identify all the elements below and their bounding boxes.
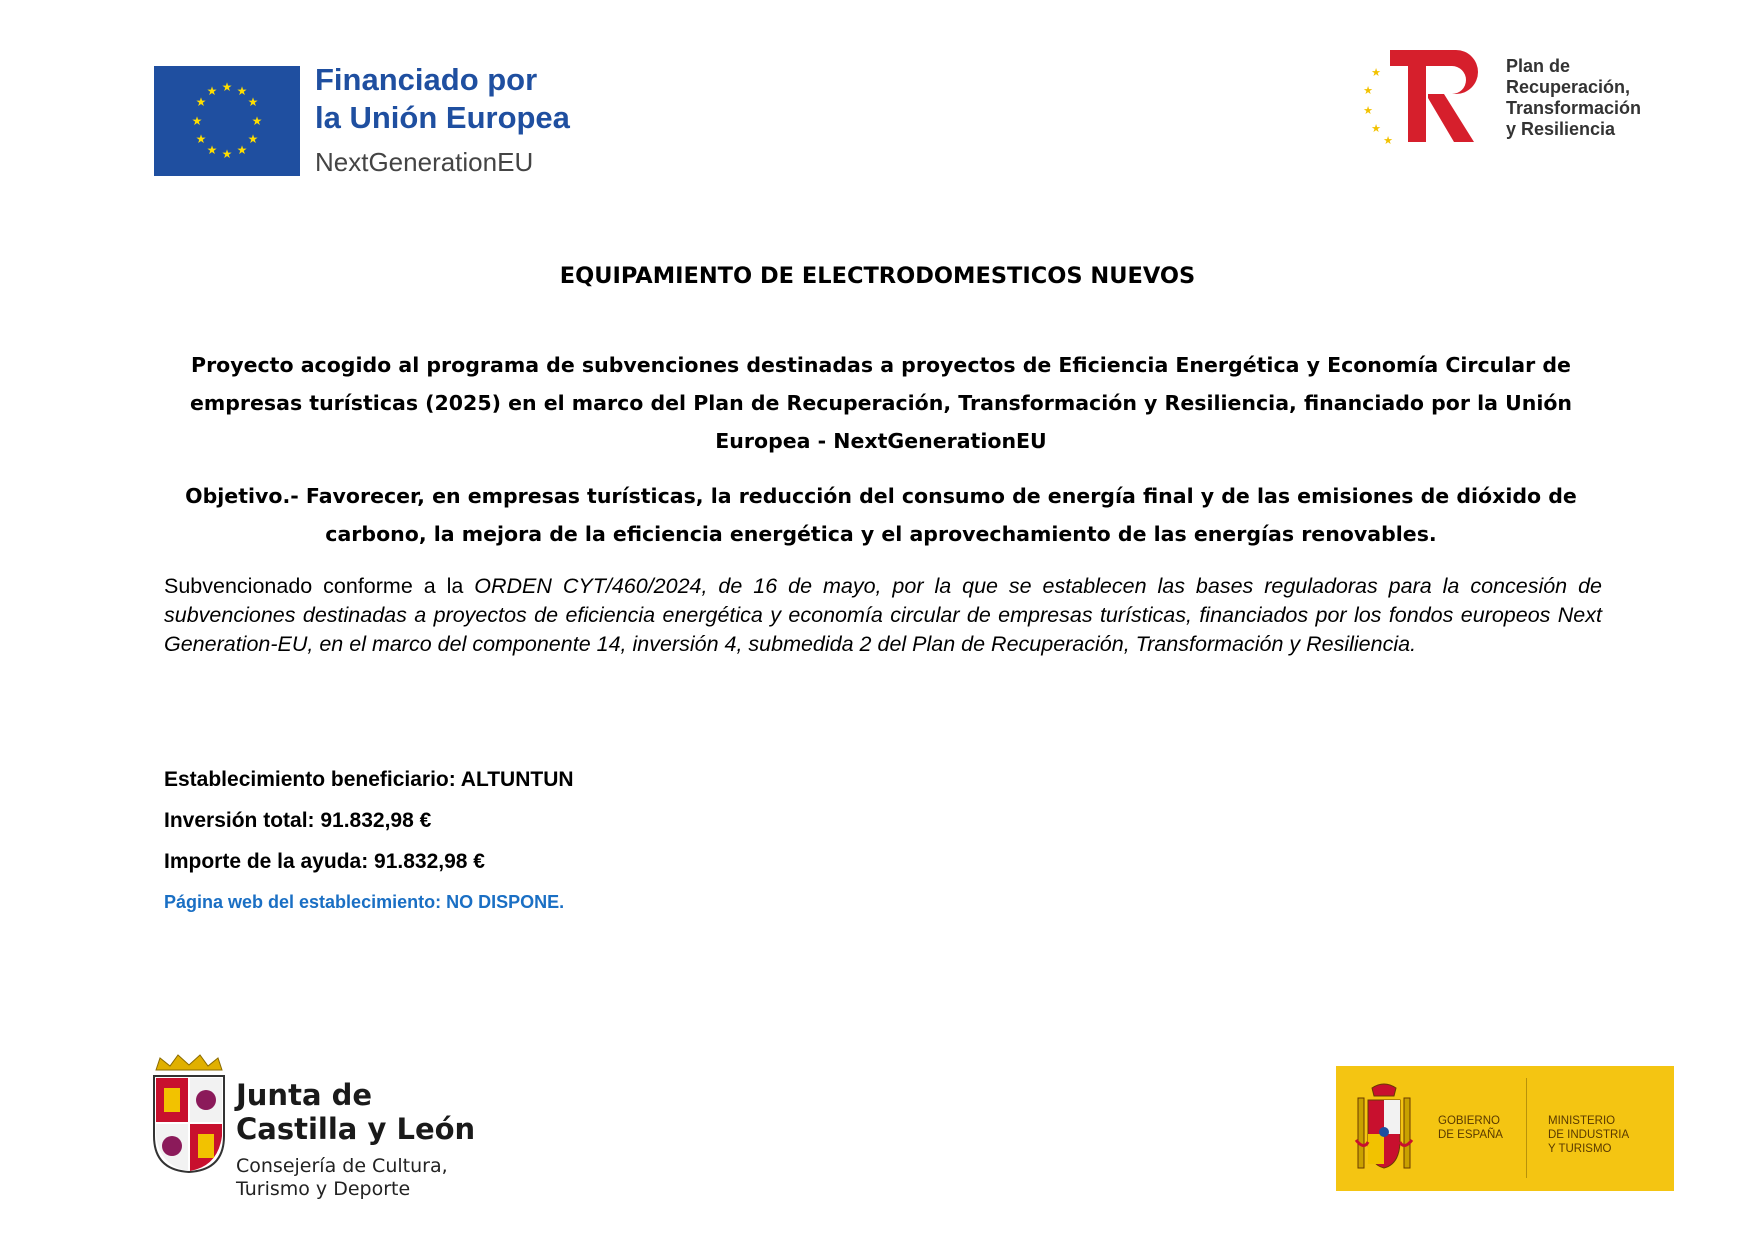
junta-department-line-1: Consejería de Cultura, — [236, 1155, 448, 1177]
project-objective: Objetivo.- Favorecer, en empresas turísticas, la reducción del consumo de energía final y de las emisiones de dióxido de carbono, la mejora de la eficiencia energética y el aprovechamiento de las energías renovables. — [185, 484, 1577, 546]
svg-text:★: ★ — [1371, 122, 1381, 135]
prtr-line-3: Transformación — [1506, 98, 1642, 118]
svg-text:★: ★ — [1363, 104, 1373, 117]
ministerio-line-2: DE INDUSTRIA — [1548, 1129, 1630, 1141]
legal-prefix: Subvencionado conforme a la — [164, 574, 475, 598]
beneficiary-line: Establecimiento beneficiario: ALTUNTUN — [164, 768, 574, 791]
ministerio-line-1: MINISTERIO — [1548, 1115, 1616, 1127]
svg-text:★: ★ — [221, 147, 233, 161]
castilla-leon-shield-icon — [152, 1074, 226, 1174]
junta-name-line-1: Junta de — [236, 1078, 373, 1112]
gobierno-line-2: DE ESPAÑA — [1438, 1129, 1503, 1141]
svg-text:★: ★ — [206, 84, 218, 98]
svg-text:★: ★ — [236, 143, 248, 157]
investment-line: Inversión total: 91.832,98 € — [164, 809, 432, 832]
svg-text:★: ★ — [195, 132, 207, 146]
legal-order-reference: ORDEN CYT/460/2024, de 16 de mayo, por la que se establecen las bases reguladoras para la concesión de subvenciones destinadas a proyectos de eficiencia energética y economía circular de empresas turísticas, financiados por los fondos europeos Next Generation-EU, en el marco del componente 14, inversión 4, submedida 2 del Plan de Recuperación, Transformación y Resiliencia. — [164, 574, 1602, 656]
svg-text:★: ★ — [221, 80, 233, 94]
svg-text:★: ★ — [191, 114, 203, 128]
svg-text:★: ★ — [195, 95, 207, 109]
junta-castilla-leon-logo — [150, 1052, 520, 1202]
svg-text:★: ★ — [236, 84, 248, 98]
eu-flag-icon — [154, 66, 300, 176]
document-title: EQUIPAMIENTO DE ELECTRODOMESTICOS NUEVOS — [559, 263, 1196, 289]
svg-text:★: ★ — [206, 143, 218, 157]
svg-text:★: ★ — [247, 95, 259, 109]
svg-text:★: ★ — [1383, 134, 1393, 146]
ministerio-line-3: Y TURISMO — [1548, 1143, 1612, 1155]
eu-logo-line-2: la Unión Europea — [315, 100, 570, 135]
prtr-line-1: Plan de — [1506, 56, 1571, 76]
eu-logo-line-3: NextGenerationEU — [315, 147, 534, 177]
eu-funding-logo — [154, 62, 574, 178]
svg-text:★: ★ — [251, 114, 263, 128]
gobierno-line-1: GOBIERNO — [1438, 1115, 1500, 1127]
gobierno-espana-text — [1438, 1114, 1503, 1142]
prtr-logo — [1358, 46, 1688, 146]
ministerio-text — [1548, 1114, 1629, 1156]
website-line: Página web del establecimiento: NO DISPONE. — [164, 892, 565, 912]
legal-basis-paragraph — [164, 572, 1602, 659]
eu-logo-line-1: Financiado por — [315, 62, 538, 97]
gobierno-espana-logo — [1336, 1066, 1674, 1191]
crown-icon — [154, 1052, 224, 1072]
svg-text:★: ★ — [1371, 66, 1381, 79]
svg-text:★: ★ — [247, 132, 259, 146]
prtr-emblem-icon — [1358, 46, 1498, 151]
svg-text:★: ★ — [1363, 84, 1373, 97]
prtr-logo-text — [1506, 56, 1641, 140]
project-intro: Proyecto acogido al programa de subvenciones destinadas a proyectos de Eficiencia Energética y Economía Circular de empresas turísticas (2025) en el marco del Plan de Recuperación, Transformación y Resiliencia, financiado por la Unión Europea - NextGenerationEU — [189, 353, 1573, 453]
logo-divider — [1526, 1078, 1527, 1178]
junta-name-line-2: Castilla y León — [236, 1112, 476, 1146]
prtr-line-2: Recuperación, — [1506, 77, 1631, 97]
spain-coat-of-arms-icon — [1354, 1080, 1414, 1180]
junta-department-line-2: Turismo y Deporte — [236, 1178, 411, 1200]
aid-amount-line: Importe de la ayuda: 91.832,98 € — [164, 850, 485, 873]
prtr-line-4: y Resiliencia — [1506, 119, 1616, 139]
